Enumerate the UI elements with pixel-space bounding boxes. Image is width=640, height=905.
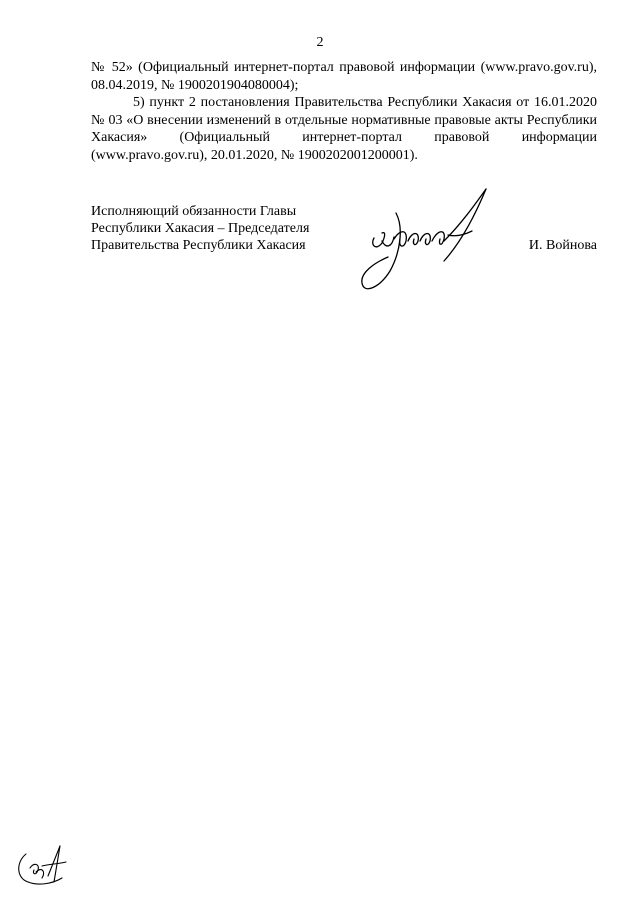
signer-title [91, 203, 597, 254]
signer-title-line-3: Правительства Республики Хакасия [91, 238, 306, 253]
paragraph-item-5: 5) пункт 2 постановления Правительства Республики Хакасия от 16.01.2020 № 03 «О внесении изменений в отдельные нормативные правовые акты Республики Хакасия» (Официальный интернет-портал правовой информации (www.pravo.gov.ru), 20.01.2020, № 1900202001200001). [91, 95, 597, 163]
document-body [91, 59, 597, 164]
handwritten-signature [352, 183, 502, 298]
signer-name: И. Войнова [528, 238, 597, 253]
signer-title-line-2: Республики Хакасия – Председателя [91, 221, 310, 236]
handwritten-initials [12, 842, 70, 888]
signer-title-line-1: Исполняющий обязанности Главы [91, 204, 297, 219]
signature-block [91, 203, 597, 263]
page-number: 2 [316, 35, 324, 50]
paragraph-continuation: № 52» (Официальный интернет-портал правовой информации (www.pravo.gov.ru), 08.04.2019, № 1900201904080004); [91, 60, 597, 93]
